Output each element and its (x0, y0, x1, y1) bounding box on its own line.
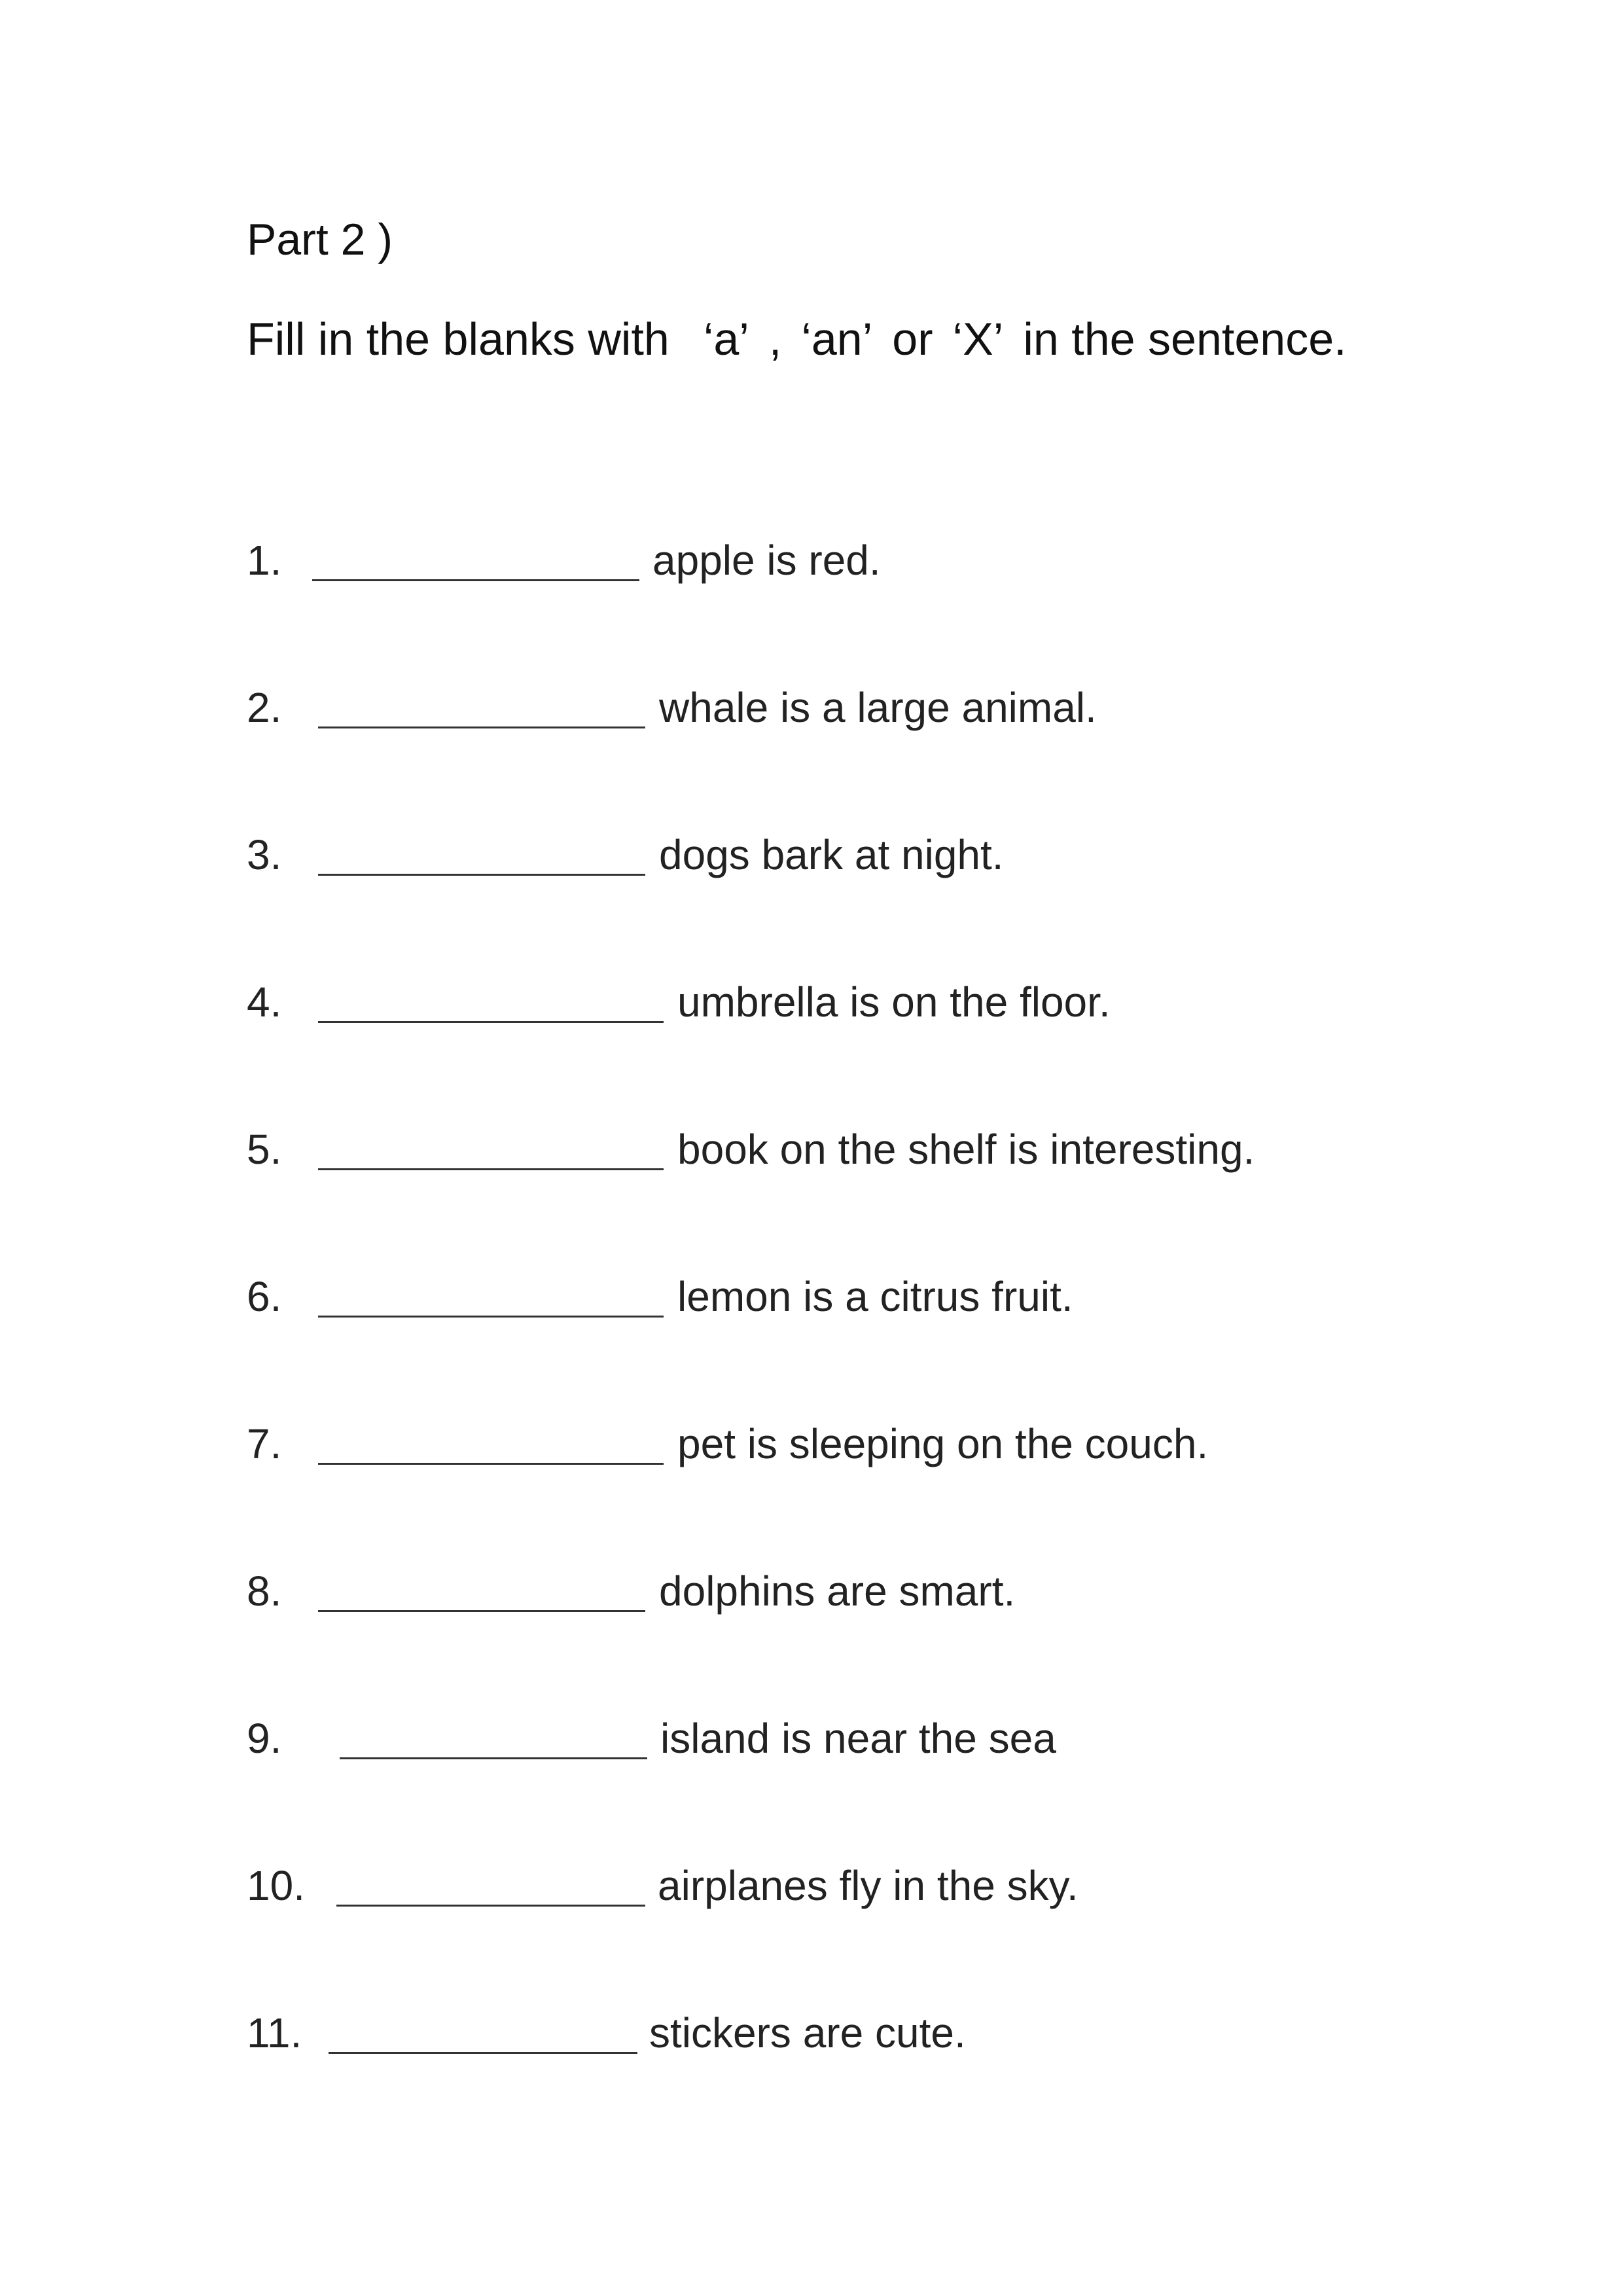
question-text: dolphins are smart. (659, 1568, 1016, 1615)
question-number: 9. (247, 1715, 282, 1762)
answer-blank[interactable] (318, 681, 645, 734)
question-number: 6. (247, 1273, 282, 1320)
answer-blank[interactable] (312, 534, 639, 586)
answer-blank[interactable] (318, 829, 645, 881)
question-text: book on the shelf is interesting. (677, 1126, 1255, 1173)
question-number: 3. (247, 831, 282, 878)
answer-blank[interactable] (318, 1270, 664, 1323)
question-number: 7. (247, 1420, 282, 1467)
answer-blank[interactable] (329, 2007, 637, 2059)
answer-blank[interactable] (318, 1418, 664, 1470)
option-x: ‘X’ (952, 314, 1004, 365)
instructions-lead: Fill in the blanks with (247, 314, 669, 365)
question-text: airplanes fly in the sky. (658, 1862, 1079, 1909)
instructions (247, 312, 1347, 367)
answer-blank[interactable] (318, 1565, 645, 1617)
answer-blank[interactable] (336, 1859, 645, 1912)
question-text: umbrella is on the floor. (677, 978, 1111, 1026)
answer-blank[interactable] (318, 1123, 664, 1175)
instructions-or: or (892, 314, 933, 365)
question-text: whale is a large animal. (659, 684, 1097, 731)
question-number: 1. (247, 537, 282, 584)
question-number: 5. (247, 1126, 282, 1173)
question-text: stickers are cute. (649, 2009, 966, 2056)
question-text: lemon is a citrus fruit. (677, 1273, 1073, 1320)
instructions-tail: in the sentence. (1023, 314, 1347, 365)
question-text: pet is sleeping on the couch. (677, 1420, 1209, 1467)
question-text: island is near the sea (660, 1715, 1056, 1762)
question-text: dogs bark at night. (659, 831, 1004, 878)
question-text: apple is red. (652, 537, 881, 584)
option-a: ‘a’ (703, 314, 749, 365)
question-number: 2. (247, 684, 282, 731)
option-an: ‘an’ (801, 314, 873, 365)
answer-blank[interactable] (318, 976, 664, 1028)
question-number: 4. (247, 978, 282, 1026)
answer-blank[interactable] (340, 1712, 647, 1765)
part-title: Part 2 ) (247, 215, 393, 264)
question-number: 10. (247, 1862, 305, 1909)
question-number: 8. (247, 1568, 282, 1615)
question-number: 11. (247, 2009, 302, 2056)
instructions-comma: , (768, 314, 782, 365)
